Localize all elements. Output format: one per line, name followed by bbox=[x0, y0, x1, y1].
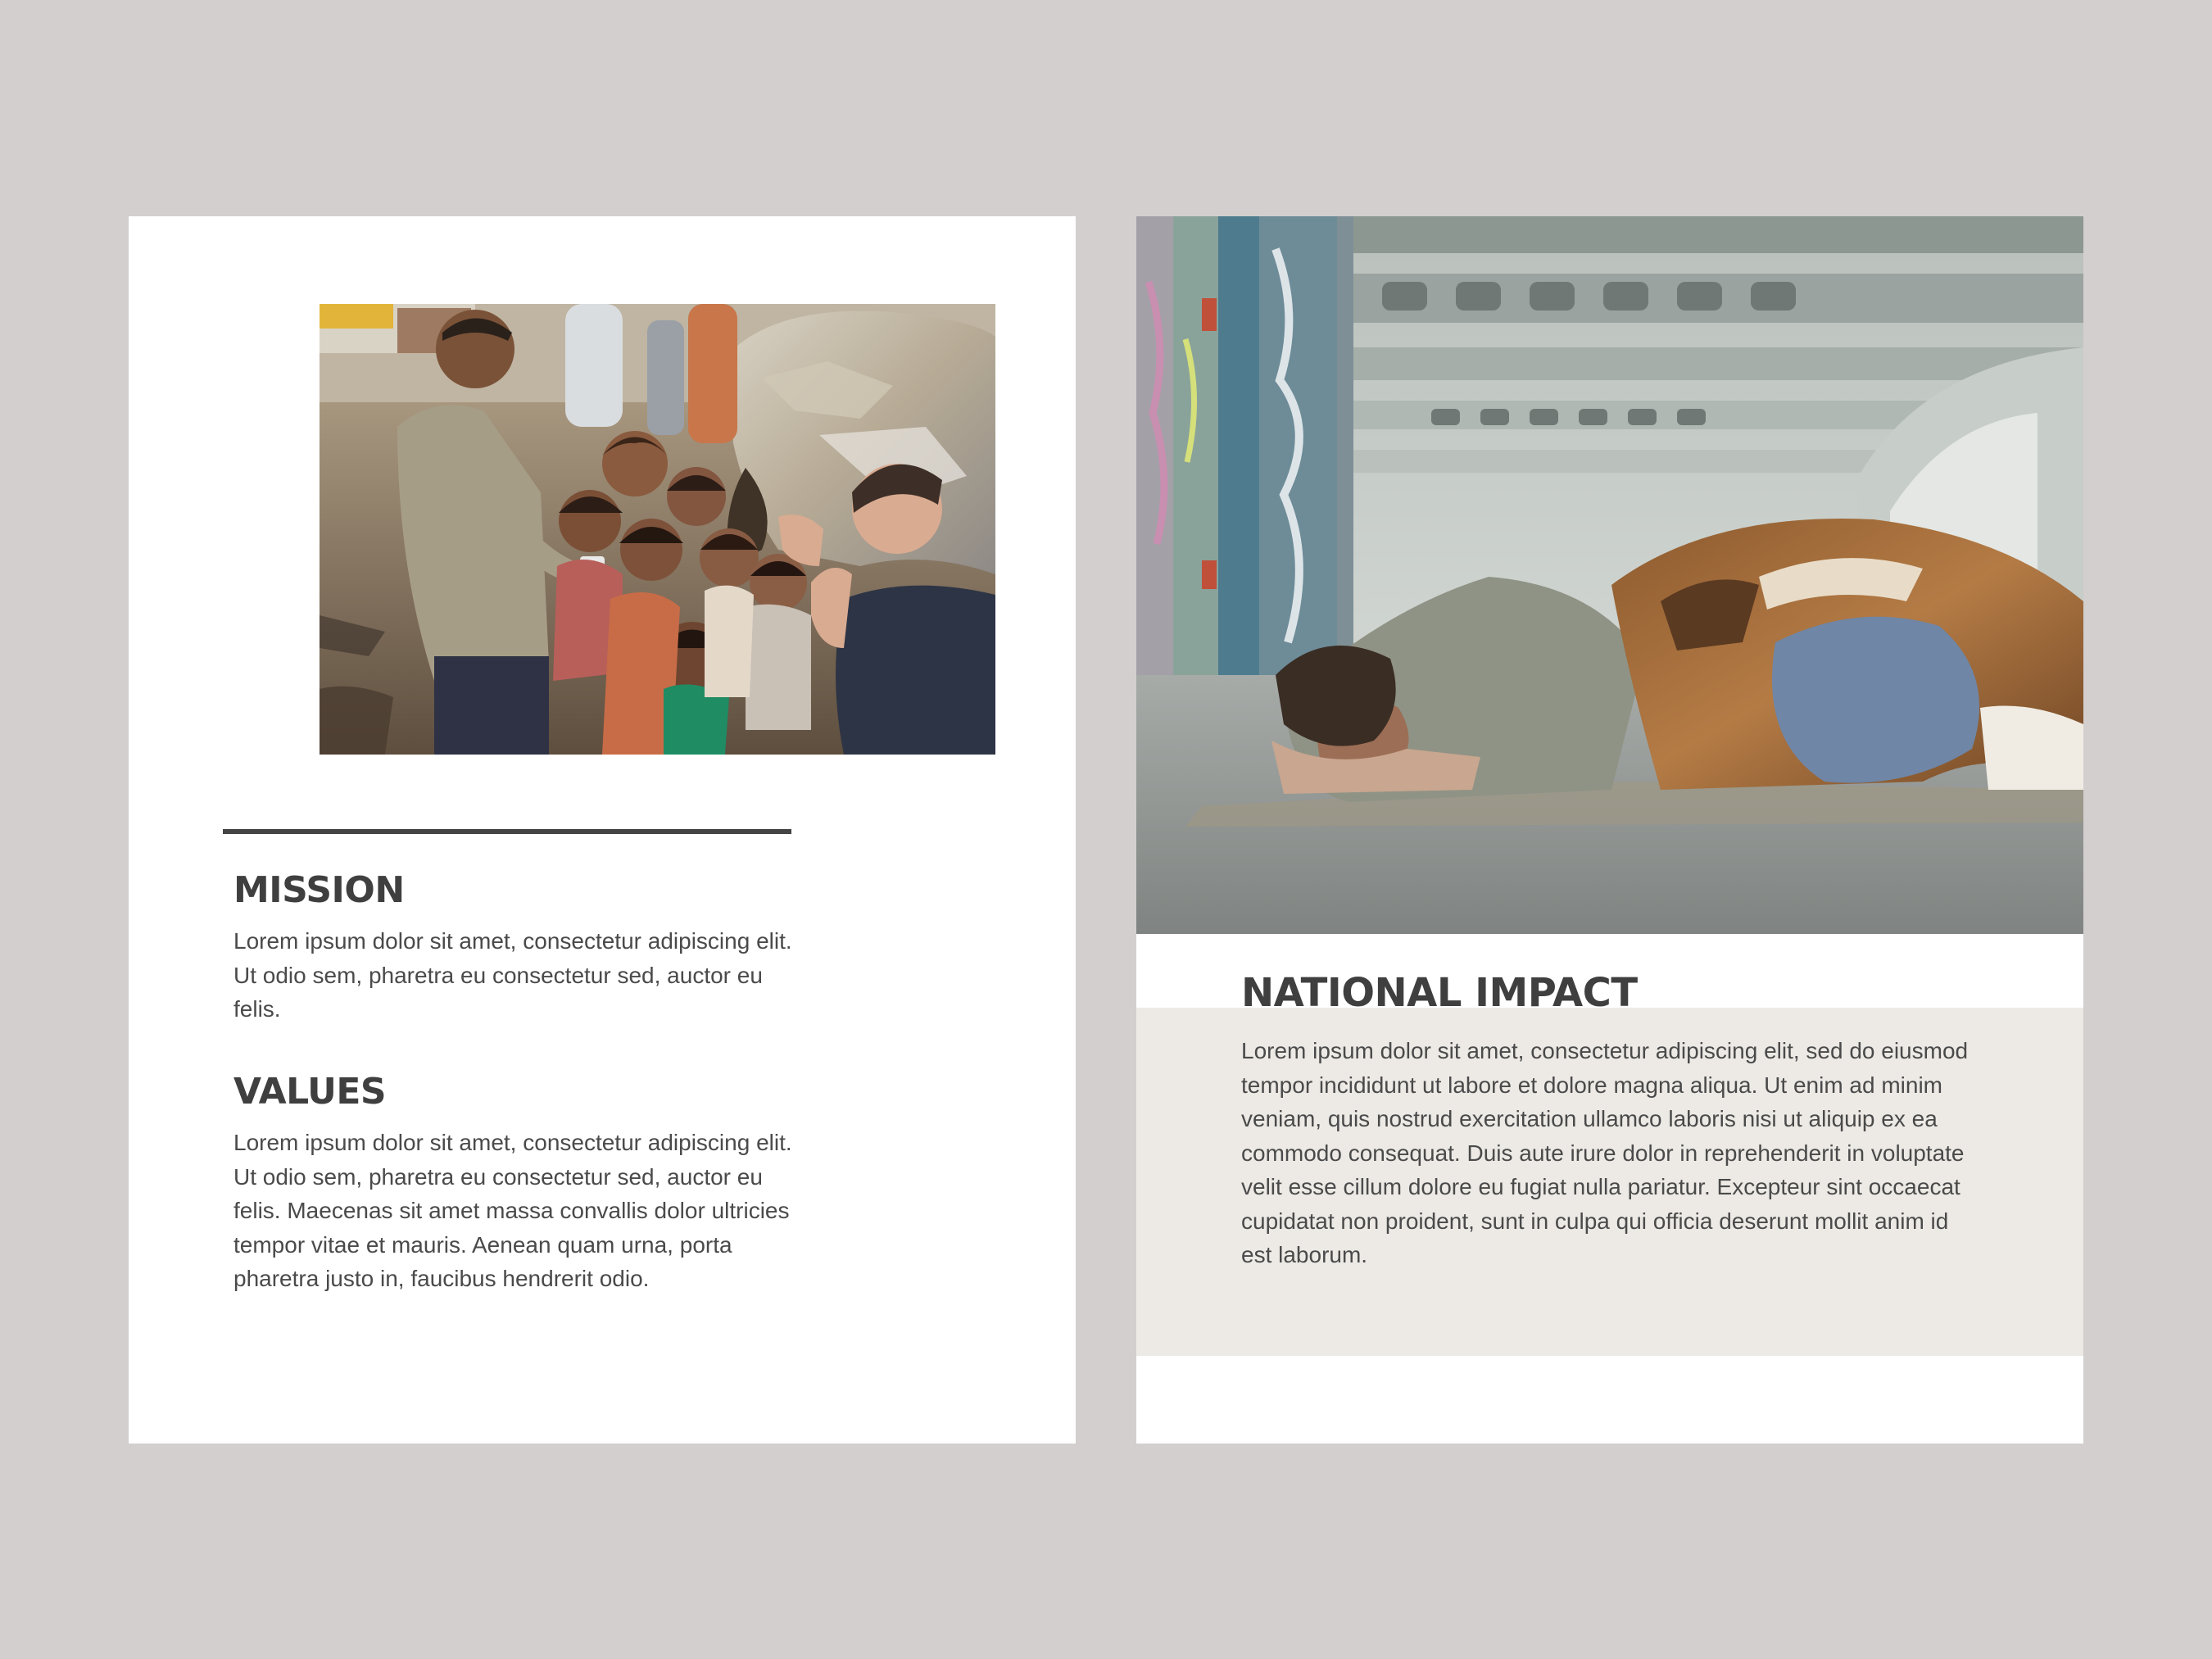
mission-text: Lorem ipsum dolor sit amet, consectetur adipiscing elit. Ut odio sem, pharetra eu consectetur sed, auctor eu felis. bbox=[233, 928, 792, 1022]
mission-heading: MISSION bbox=[233, 869, 405, 911]
left-page bbox=[129, 216, 1076, 1444]
right-page bbox=[1136, 216, 2083, 1444]
values-text: Lorem ipsum dolor sit amet, consectetur adipiscing elit. Ut odio sem, pharetra eu consectetur sed, auctor eu felis. Maecenas sit amet massa convallis dolor ultricies tempor vitae et mauris. Aenean quam urna, porta pharetra justo in, faucibus hendrerit odio. bbox=[233, 1130, 792, 1291]
children-group-photo bbox=[320, 304, 995, 755]
values-heading: VALUES bbox=[233, 1071, 387, 1113]
national-impact-heading: NATIONAL IMPACT bbox=[1241, 970, 1638, 1016]
section-divider bbox=[223, 829, 791, 834]
man-sleeping-under-bridge-photo bbox=[1136, 216, 2083, 934]
national-impact-text: Lorem ipsum dolor sit amet, consectetur adipiscing elit, sed do eiusmod tempor incididunt ut labore et dolore magna aliqua. Ut enim ad minim veniam, quis nostrud exercitation ullamco laboris nisi ut aliquip ex ea commodo consequat. Duis aute irure dolor in reprehenderit in voluptate velit esse cillum dolore eu fugiat nulla pariatur. Excepteur sint occaecat cupidatat non proident, sunt in culpa qui officia deserunt mollit anim id est laborum. bbox=[1241, 1038, 1969, 1267]
